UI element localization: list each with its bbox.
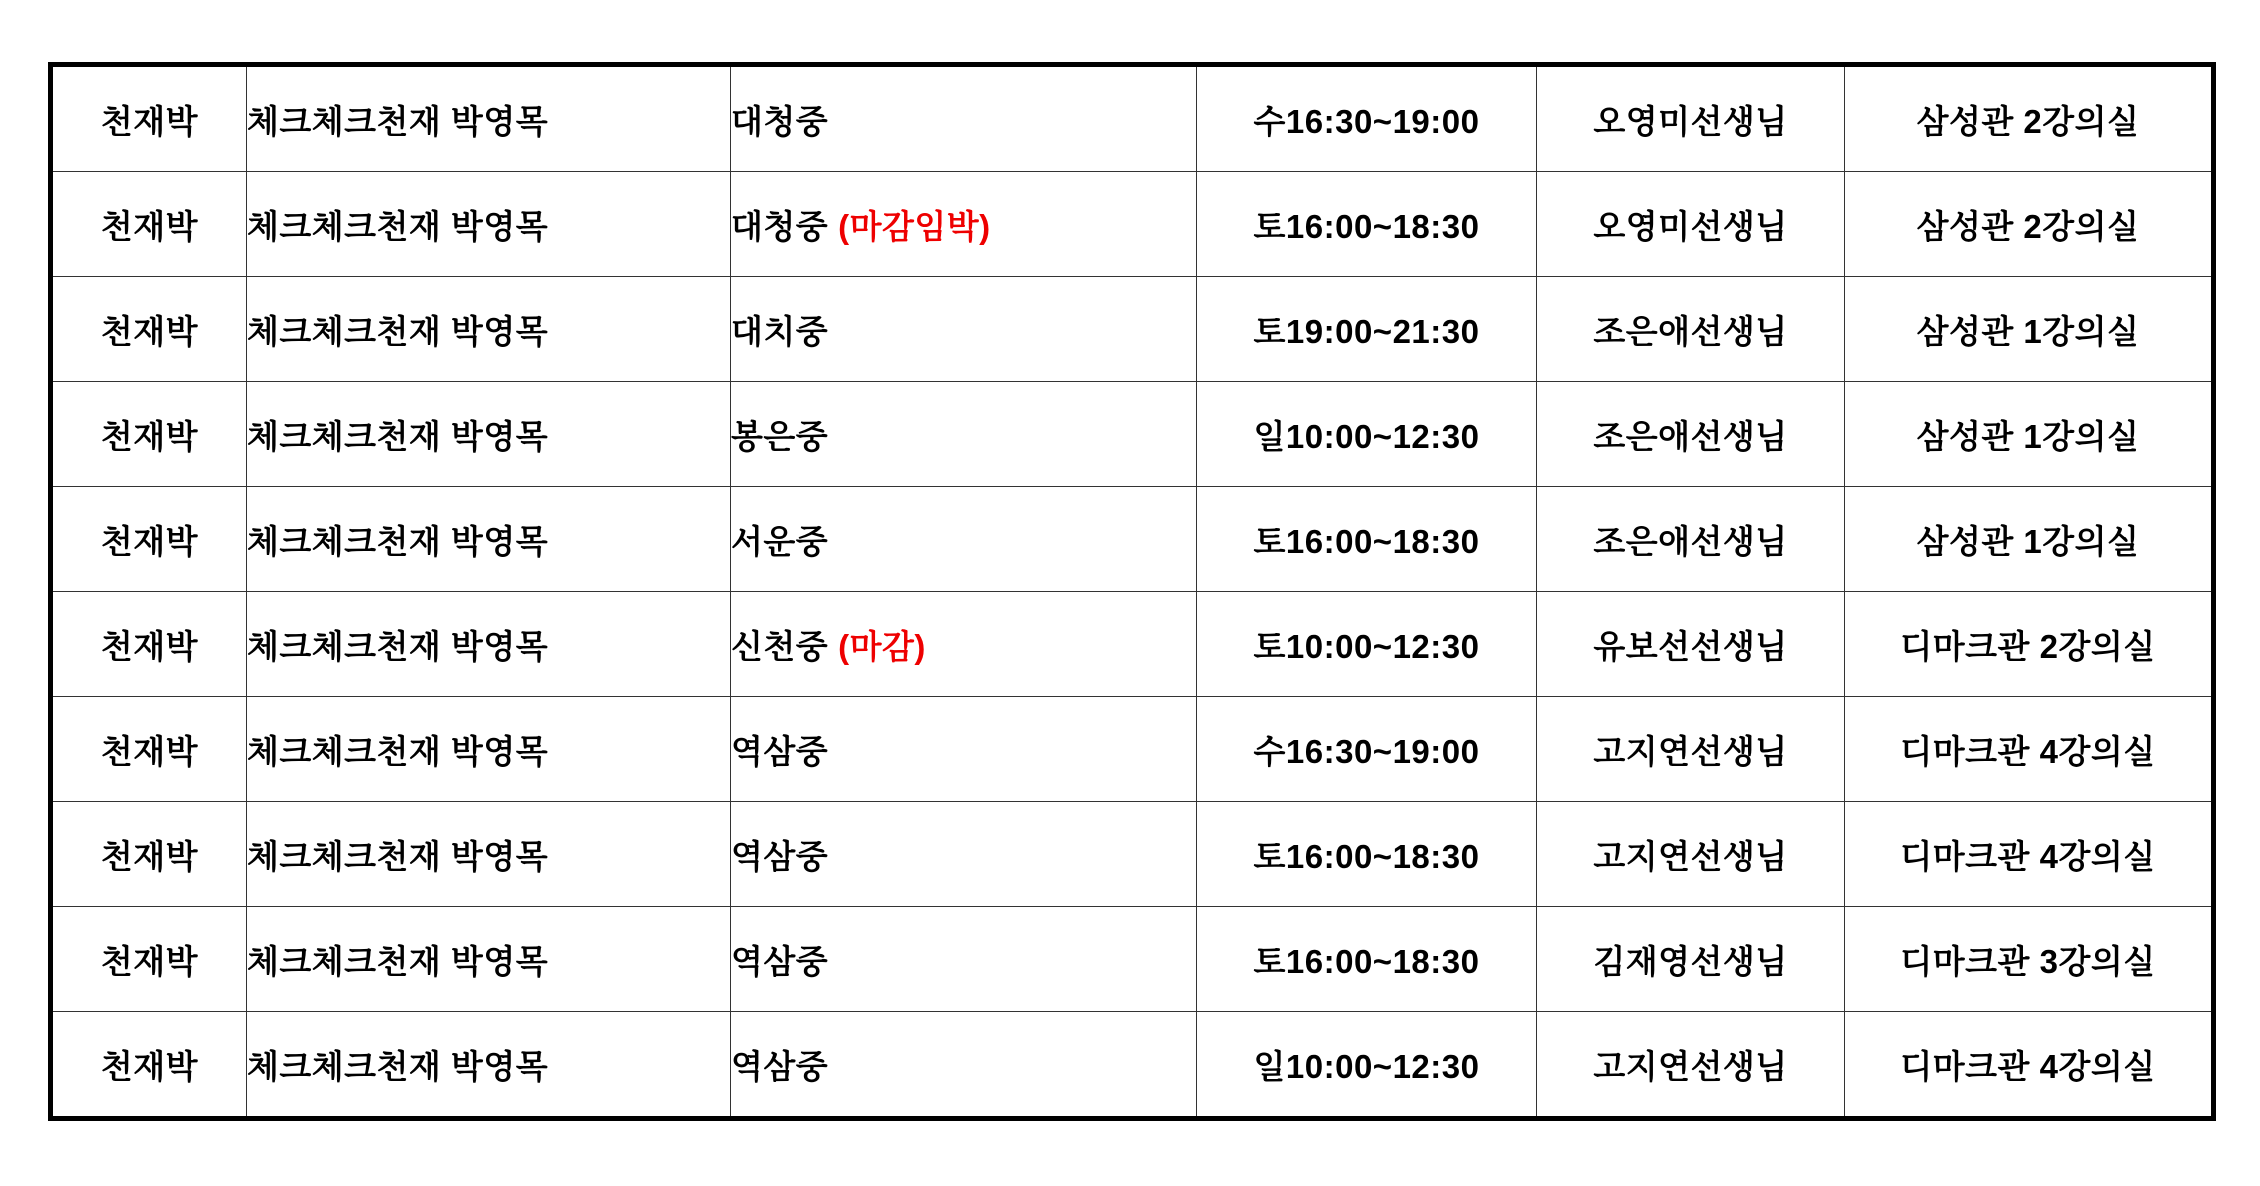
status-badge: (마감임박): [838, 207, 991, 245]
cell-school: [731, 487, 1197, 592]
cell-time: [1197, 802, 1537, 907]
cell-room-text: 삼성관 1강의실: [1916, 417, 2140, 455]
cell-school: [731, 697, 1197, 802]
table-row: [51, 65, 2214, 172]
cell-brand: [51, 172, 247, 277]
cell-brand: [51, 802, 247, 907]
cell-school-text: 역삼중: [731, 942, 829, 980]
cell-school-text: 대치중: [731, 312, 829, 350]
cell-time-text: 토16:00~18:30: [1253, 207, 1480, 245]
cell-teacher-text: 김재영선생님: [1593, 942, 1788, 980]
cell-course-text: 체크체크천재 박영목: [247, 207, 549, 245]
cell-course-text: 체크체크천재 박영목: [247, 942, 549, 980]
cell-teacher: [1537, 172, 1845, 277]
cell-course-text: 체크체크천재 박영목: [247, 102, 549, 140]
cell-course: [247, 382, 731, 487]
cell-course: [247, 487, 731, 592]
cell-room-text: 디마크관 3강의실: [1900, 942, 2156, 980]
table-row: [51, 907, 2214, 1012]
cell-school-text: 봉은중: [731, 417, 829, 455]
cell-school: [731, 277, 1197, 382]
cell-teacher-text: 유보선선생님: [1593, 627, 1788, 665]
cell-course-text: 체크체크천재 박영목: [247, 522, 549, 560]
cell-brand-text: 천재박: [100, 102, 199, 140]
cell-time: [1197, 172, 1537, 277]
cell-room-text: 삼성관 1강의실: [1916, 312, 2140, 350]
cell-teacher: [1537, 487, 1845, 592]
cell-room: [1845, 592, 2214, 697]
cell-teacher-text: 조은애선생님: [1593, 312, 1788, 350]
cell-school: [731, 382, 1197, 487]
cell-brand: [51, 592, 247, 697]
cell-teacher-text: 오영미선생님: [1593, 102, 1788, 140]
cell-time-text: 수16:30~19:00: [1253, 732, 1480, 770]
table-row: [51, 1012, 2214, 1119]
cell-time-text: 토16:00~18:30: [1253, 837, 1480, 875]
cell-brand: [51, 1012, 247, 1119]
cell-room: [1845, 1012, 2214, 1119]
cell-course: [247, 592, 731, 697]
cell-course: [247, 697, 731, 802]
cell-time: [1197, 697, 1537, 802]
cell-course: [247, 277, 731, 382]
cell-room: [1845, 65, 2214, 172]
cell-time: [1197, 65, 1537, 172]
cell-course-text: 체크체크천재 박영목: [247, 417, 549, 455]
cell-brand: [51, 65, 247, 172]
cell-room: [1845, 907, 2214, 1012]
schedule-table: [48, 62, 2216, 1121]
cell-room: [1845, 697, 2214, 802]
cell-time-text: 토16:00~18:30: [1253, 522, 1480, 560]
cell-teacher: [1537, 1012, 1845, 1119]
cell-room: [1845, 277, 2214, 382]
cell-brand-text: 천재박: [100, 627, 199, 665]
cell-brand-text: 천재박: [100, 732, 199, 770]
cell-brand: [51, 487, 247, 592]
cell-teacher: [1537, 697, 1845, 802]
cell-brand-text: 천재박: [100, 942, 199, 980]
cell-brand: [51, 382, 247, 487]
cell-brand-text: 천재박: [100, 417, 199, 455]
cell-teacher: [1537, 65, 1845, 172]
status-badge: (마감): [838, 627, 926, 665]
cell-time: [1197, 907, 1537, 1012]
cell-time: [1197, 382, 1537, 487]
cell-course: [247, 907, 731, 1012]
cell-school-text: 역삼중: [731, 837, 829, 875]
schedule-table-container: [48, 62, 2211, 1121]
table-row: [51, 172, 2214, 277]
cell-time-text: 일10:00~12:30: [1253, 1047, 1480, 1085]
cell-teacher-text: 조은애선생님: [1593, 417, 1788, 455]
cell-room: [1845, 172, 2214, 277]
cell-school-text: 역삼중: [731, 1047, 829, 1085]
cell-room-text: 디마크관 4강의실: [1900, 837, 2156, 875]
cell-school-text: 신천중: [731, 627, 829, 665]
cell-room: [1845, 487, 2214, 592]
cell-time: [1197, 277, 1537, 382]
cell-school-text: 대청중: [731, 207, 829, 245]
cell-time: [1197, 1012, 1537, 1119]
cell-course-text: 체크체크천재 박영목: [247, 312, 549, 350]
cell-teacher: [1537, 277, 1845, 382]
cell-course: [247, 1012, 731, 1119]
cell-room-text: 삼성관 2강의실: [1916, 102, 2140, 140]
cell-brand: [51, 907, 247, 1012]
cell-course-text: 체크체크천재 박영목: [247, 1047, 549, 1085]
cell-course: [247, 172, 731, 277]
cell-school: [731, 172, 1197, 277]
cell-school: [731, 65, 1197, 172]
cell-time-text: 수16:30~19:00: [1253, 102, 1480, 140]
cell-teacher-text: 오영미선생님: [1593, 207, 1788, 245]
cell-room: [1845, 802, 2214, 907]
cell-school-text: 역삼중: [731, 732, 829, 770]
cell-school-text: 서운중: [731, 522, 829, 560]
cell-school: [731, 592, 1197, 697]
table-row: [51, 382, 2214, 487]
cell-teacher-text: 고지연선생님: [1593, 837, 1788, 875]
table-row: [51, 487, 2214, 592]
schedule-table-body: [51, 65, 2214, 1119]
cell-room-text: 삼성관 2강의실: [1916, 207, 2140, 245]
cell-brand-text: 천재박: [100, 837, 199, 875]
cell-course-text: 체크체크천재 박영목: [247, 837, 549, 875]
cell-school: [731, 1012, 1197, 1119]
cell-time-text: 토16:00~18:30: [1253, 942, 1480, 980]
cell-time-text: 일10:00~12:30: [1253, 417, 1480, 455]
table-row: [51, 697, 2214, 802]
table-row: [51, 802, 2214, 907]
cell-teacher: [1537, 592, 1845, 697]
cell-school: [731, 802, 1197, 907]
cell-room-text: 디마크관 2강의실: [1900, 627, 2156, 665]
cell-teacher: [1537, 802, 1845, 907]
cell-time: [1197, 592, 1537, 697]
cell-course: [247, 802, 731, 907]
cell-brand: [51, 697, 247, 802]
table-row: [51, 592, 2214, 697]
cell-time: [1197, 487, 1537, 592]
cell-teacher-text: 조은애선생님: [1593, 522, 1788, 560]
cell-brand-text: 천재박: [100, 207, 199, 245]
cell-time-text: 토19:00~21:30: [1253, 312, 1480, 350]
cell-brand-text: 천재박: [100, 1047, 199, 1085]
cell-brand-text: 천재박: [100, 522, 199, 560]
cell-room-text: 디마크관 4강의실: [1900, 1047, 2156, 1085]
cell-room-text: 삼성관 1강의실: [1916, 522, 2140, 560]
cell-brand: [51, 277, 247, 382]
cell-time-text: 토10:00~12:30: [1253, 627, 1480, 665]
cell-teacher: [1537, 907, 1845, 1012]
table-row: [51, 277, 2214, 382]
cell-teacher-text: 고지연선생님: [1593, 732, 1788, 770]
cell-school-text: 대청중: [731, 102, 829, 140]
cell-teacher: [1537, 382, 1845, 487]
cell-room: [1845, 382, 2214, 487]
cell-teacher-text: 고지연선생님: [1593, 1047, 1788, 1085]
cell-course: [247, 65, 731, 172]
cell-room-text: 디마크관 4강의실: [1900, 732, 2156, 770]
cell-brand-text: 천재박: [100, 312, 199, 350]
cell-course-text: 체크체크천재 박영목: [247, 627, 549, 665]
cell-school: [731, 907, 1197, 1012]
cell-course-text: 체크체크천재 박영목: [247, 732, 549, 770]
